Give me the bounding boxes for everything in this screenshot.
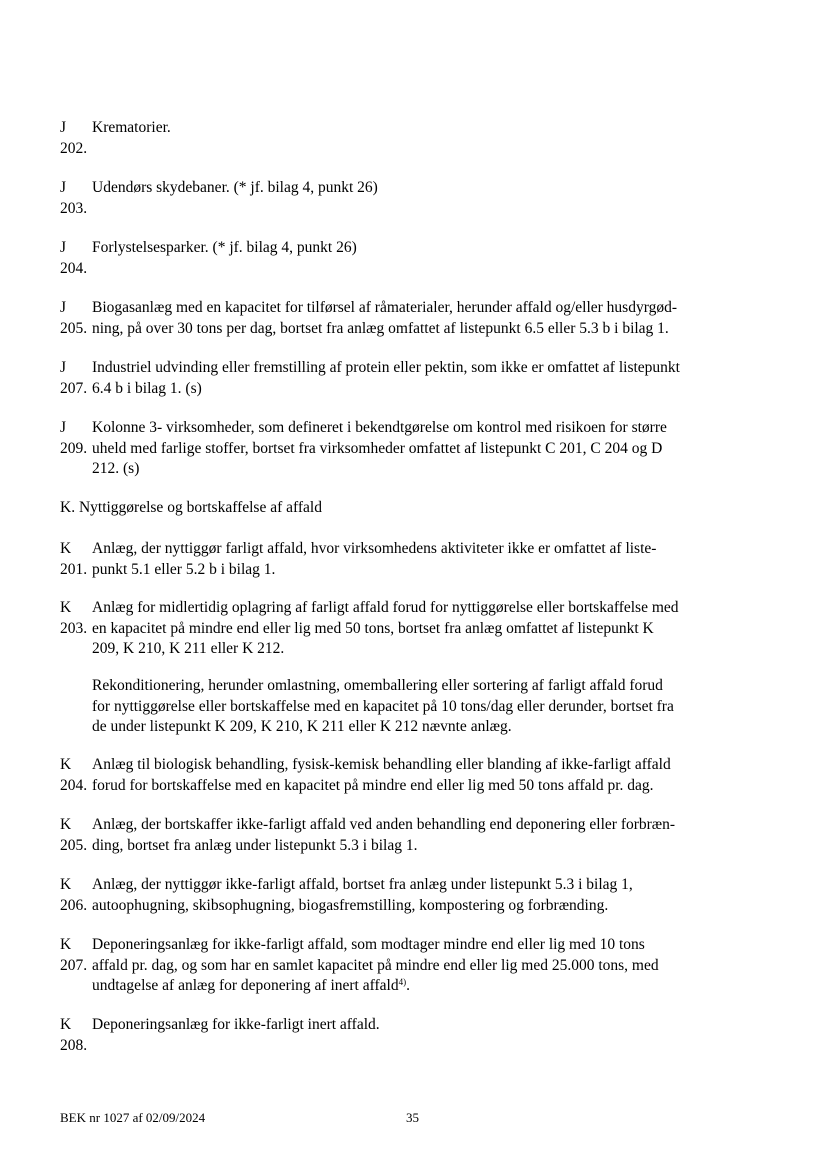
entry-text: Deponeringsanlæg for ikke-farligt inert affald. <box>92 1016 380 1033</box>
entry-code: J 202. <box>60 119 88 157</box>
page-number: 35 <box>406 1110 419 1125</box>
entry-text: Anlæg, der nyttiggør farligt affald, hvor virksomhedens aktiviteter ikke er omfattet af liste- punkt 5.1 eller 5.2 b i bilag 1. <box>92 540 657 578</box>
entry-text: Anlæg, der bortskaffer ikke-farligt affald ved anden behandling end deponering eller forbræn- ding, bortset fra anlæg under listepunkt 5.3 i bilag 1. <box>92 816 676 854</box>
entry-text: Biogasanlæg med en kapacitet for tilførsel af råmaterialer, herunder affald og/eller husdyrgød- ning, på over 30 tons per dag, bortset fra anlæg omfattet af listepunkt 6.5 eller 5.3 b i bilag 1. <box>92 299 678 337</box>
entry-code: J 209. <box>60 419 88 457</box>
entry-code: J 204. <box>60 239 88 277</box>
entry-continuation-paragraph: Rekonditionering, herunder omlastning, omemballering eller sortering af farligt affald forud for nyttiggørelse eller bortskaffelse med en kapacitet på 10 tons/dag eller derunder, bortset fra de under listepunkt K 209, K 210, K 211 eller K 212 nævnte anlæg. <box>92 677 674 735</box>
entry-text: Industriel udvinding eller fremstilling af protein eller pektin, som ikke er omfattet af listepunkt 6.4 b i bilag 1. (s) <box>92 359 680 397</box>
footnote-marker: 4) <box>398 977 407 987</box>
entry-code: J 207. <box>60 359 88 397</box>
entry-text: Kolonne 3- virksomheder, som defineret i bekendtgørelse om kontrol med risikoen for større uheld med farlige stoffer, bortset fra virksomheder omfattet af listepunkt C 201, C 204 og D 212. (s) <box>92 419 667 477</box>
entry-text: Forlystelsesparker. (* jf. bilag 4, punkt 26) <box>92 239 357 256</box>
entry-text: Udendørs skydebaner. (* jf. bilag 4, punkt 26) <box>92 179 378 196</box>
entry-text: Anlæg, der nyttiggør ikke-farligt affald, bortset fra anlæg under listepunkt 5.3 i bilag 1, autoophugning, skibsophugning, biogasfremstilling, kompostering og forbrænding. <box>92 876 633 914</box>
entry-code: K 201. <box>60 540 88 578</box>
entry-text: Deponeringsanlæg for ikke-farligt affald, som modtager mindre end eller lig med 10 tons affald pr. dag, og som har en samlet kapacitet på mindre end eller lig med 25.000 tons, med undtagelse af anlæg for deponering af inert affald$^{4)}$. <box>92 936 659 994</box>
entry-text: Anlæg for midlertidig oplagring af farligt affald forud for nyttiggørelse eller bortskaffelse med en kapacitet på mindre end eller lig med 50 tons, bortset fra anlæg omfattet af listepunkt K 209, K 210, K 211 eller K 212. <box>92 599 679 657</box>
entry-code: J 203. <box>60 179 88 217</box>
footer-doc-ref: BEK nr 1027 af 02/09/2024 <box>60 1110 206 1125</box>
entry-code: J 205. <box>60 299 88 337</box>
entry-code: K 207. <box>60 936 88 974</box>
entry-code: K 206. <box>60 876 88 914</box>
entry-code: K 205. <box>60 816 88 854</box>
entry-text: Anlæg til biologisk behandling, fysisk-kemisk behandling eller blanding af ikke-farligt affald forud for bortskaffelse med en kapacitet på mindre end eller lig med 50 tons affald pr. dag. <box>92 756 671 794</box>
section-heading: K. Nyttiggørelse og bortskaffelse af affald <box>60 499 322 516</box>
entry-code: K 208. <box>60 1016 88 1054</box>
entry-code: K 204. <box>60 756 88 794</box>
entry-text: Krematorier. <box>92 119 171 136</box>
entry-code: K 203. <box>60 599 88 637</box>
